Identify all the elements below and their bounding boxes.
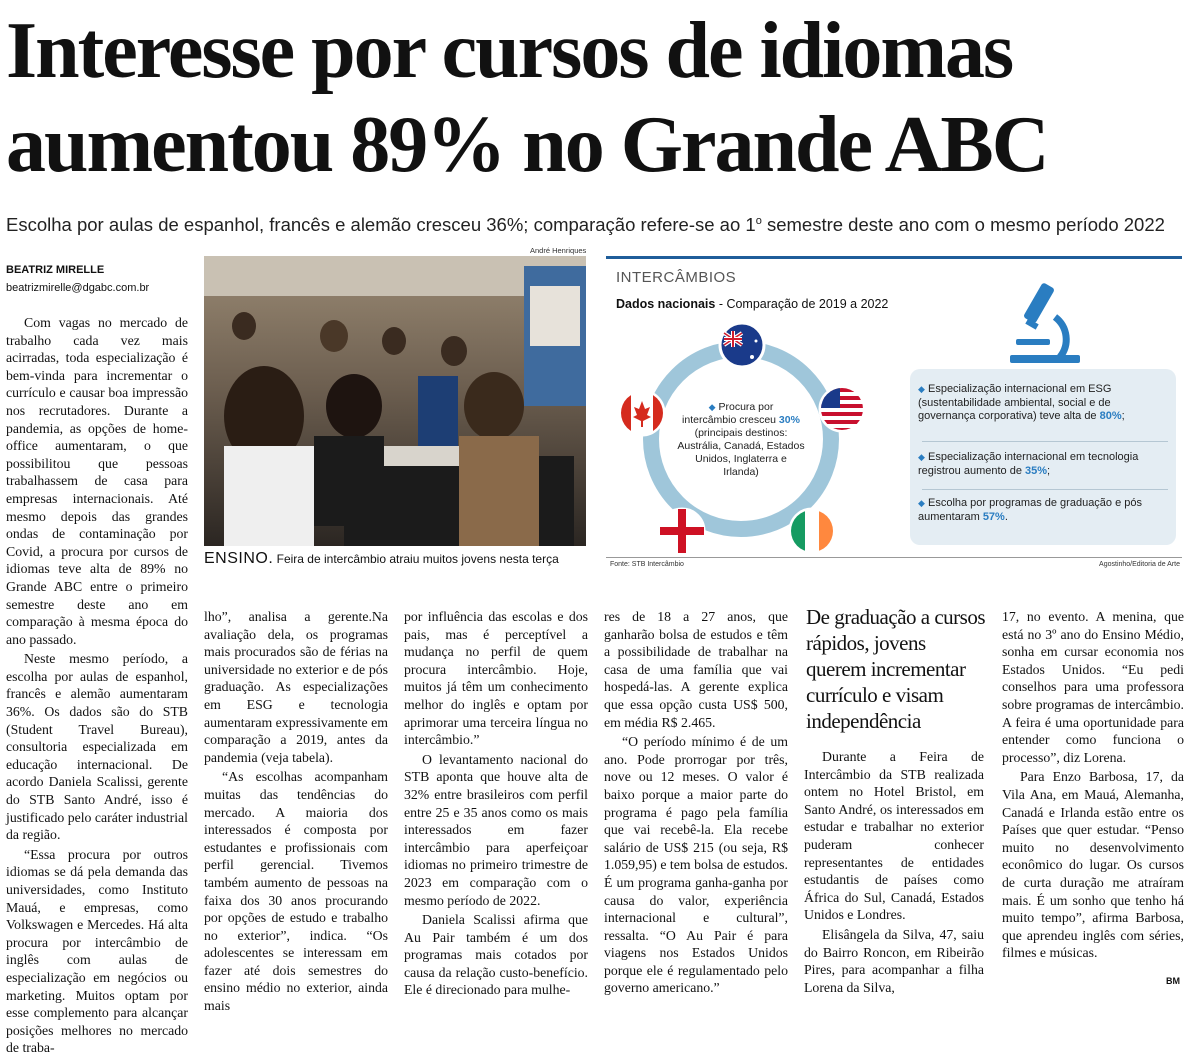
editor-signature: BM (1166, 976, 1180, 986)
paragraph: O levantamento nacional do STB aponta que houve alta de 32% entre brasileiros com perfil entre 25 e 35 anos como os mais interessados em fazer intercâmbio para aperfeiçoar idiomas no primeiro trimestre de 2023 em comparação com o mesmo período de 2022. (404, 751, 588, 908)
stat-graduation: ◆ Escolha por programas de graduação e pós aumentaram 57%. (918, 497, 1143, 523)
diamond-bullet-icon: ◆ (918, 452, 925, 462)
paragraph: “O período mínimo é de um ano. Pode prorrogar por três, nove ou 12 meses. O valor é baixo porque a maior parte do programa é pago pela família que vai recebê-la. Ela recebe salário de US$ 215 (ou seja, R$ 1.059,95) e tem bolsa de estudos. É um programa ganha-ganha por causa do valor, experiência internacional e cultural”, ressalta. “O Au Pair é para viagens nos Estados Unidos porque ele é regulamentado pelo governo americano.” (604, 734, 788, 996)
event-photo (204, 256, 586, 546)
infographic-title: INTERCÂMBIOS (616, 269, 737, 286)
england-flag (660, 509, 704, 553)
paragraph: Durante a Feira de Intercâmbio da STB realizada ontem no Hotel Bristol, em Santo André, os interessados em estudar e trabalhar no exterior puderam conhecer representantes de entidades estudantis de países como África do Sul, Canadá, Estados Unidos e Londres. (804, 749, 984, 923)
infographic-art-credit: Agostinho/Editoria de Arte (1099, 561, 1180, 568)
paragraph: lho”, analisa a gerente.Na avaliação dela, os programas mais procurados são de férias na universidade no exterior e de pós graduação. As especializações em ESG e tecnologia aumentaram expressivamente em comparação a 2019, antes da pandemia (veja tabela). (204, 609, 388, 765)
fair-photo-illustration (204, 256, 586, 546)
author-email[interactable]: beatrizmirelle@dgabc.com.br (6, 282, 150, 294)
diamond-bullet-icon: ◆ (708, 402, 716, 412)
diamond-bullet-icon: ◆ (918, 384, 925, 394)
photo-credit: André Henriques (530, 246, 587, 255)
infographic-subtitle: Dados nacionais - Comparação de 2019 a 2022 (616, 297, 889, 311)
article-column-6 (1002, 608, 1184, 964)
sidebar-headline: De graduação a cursos rápidos, jovens querem incrementar currículo e visam independência (806, 605, 985, 733)
infographic (606, 256, 1182, 577)
subheadline: Escolha por aulas de espanhol, francês e alemão cresceu 36%; comparação refere-se ao 1$^o$ semestre deste ano com o mesmo período 2022 (6, 214, 1165, 235)
microscope-icon (1000, 277, 1090, 367)
paragraph: 17, no evento. A menina, que está no 3º ano do Ensino Médio, sonha em cursar economia nos Estados Unidos. “Eu pedi conselhos para uma professora sobre programas de intercâmbio. A feira é uma oportunidade para entender como funciona o processo”, diz Lorena. (1002, 609, 1184, 765)
headline (6, 4, 1186, 192)
article-column-2 (204, 608, 388, 1017)
article-column-3 (404, 608, 588, 1001)
stats-box (910, 369, 1176, 545)
caption-label: ENSINO. (204, 550, 274, 567)
paragraph: res de 18 a 27 anos, que ganharão bolsa de estudos e têm a possibilidade de trabalhar na casa de uma família que vai hospedá-las. A gerente explica que essa opção custa US$ 500, em média R$ 2.465. (604, 609, 788, 730)
paragraph: Daniela Scalissi afirma que Au Pair também é um dos programas mais cotados por causa da relação custo-benefício. Ele é direcionado para mulhe- (404, 912, 588, 998)
canada-flag (620, 391, 664, 435)
article-column-1 (6, 314, 188, 1059)
australia-flag (720, 323, 764, 367)
divider (922, 441, 1168, 442)
paragraph: por influência das escolas e dos pais, mas é perceptível a mudança no perfil de quem procura intercâmbio. Hoje, muitos já têm um conhecimento melhor do inglês e optam por aprimorar uma terceira língua no intercâmbio.” (404, 609, 588, 748)
article-column-5 (804, 748, 984, 998)
paragraph: Para Enzo Barbosa, 17, da Vila Ana, em Mauá, Alemanha, Canadá e Irlanda estão entre os Países que quer estudar. “Penso muito no desenvolvimento econômico do lugar. Os cursos de curta duração me atraíram mais. É um sonho que tenho há muito tempo”, afirma Barbosa, que aprendeu inglês com séries, filmes e músicas. (1002, 769, 1184, 961)
diamond-bullet-icon: ◆ (918, 498, 925, 508)
article-column-4 (604, 608, 788, 999)
headline-line-2: aumentou 89% no Grande ABC (6, 101, 1048, 189)
divider (606, 557, 1182, 558)
paragraph: Com vagas no mercado de trabalho cada vez mais acirradas, toda especialização é bem-vinda para incrementar o currículo e causar boa impressão nos recrutadores. Durante a pandemia, as opções de home-office aumentaram, o que possibilitou que pessoas trabalhassem de casa para empresas internacionais. Até mesmo depois das grandes ondas de contaminação por Covid, a procura por cursos de idiomas teve alta de 89% no Grande ABC entre o primeiro semestre deste ano em comparação à mesma época do ano passado. (6, 315, 188, 647)
paragraph: Neste mesmo período, a escolha por aulas de espanhol, francês e alemão aumentaram 36%. Os dados são do STB (Student Travel Bureau), consultoria especializada em educação internacional. De acordo Daniela Scalissi, gerente do STB Santo André, isso é justificado pelo caráter industrial da região. (6, 651, 188, 843)
ring-center-text: ◆ Procura por intercâmbio cresceu 30% (principais destinos: Austrália, Canadá, Estados Unidos, Inglaterra e Irlanda) (677, 401, 805, 478)
stat-esg: ◆ Especialização internacional em ESG (sustentabilidade ambiental, social e de governança corporativa) teve alta de 80%; (918, 383, 1125, 422)
usa-flag (820, 387, 864, 432)
divider (922, 489, 1168, 490)
photo-caption: ENSINO. Feira de intercâmbio atraiu muitos jovens nesta terça (204, 550, 559, 567)
ireland-flag (790, 509, 834, 553)
paragraph: “As escolhas acompanham muitas das tendências do mercado. A maioria dos interessados é composta por estudantes e profissionais com perfil gerencial. Tivemos também aumento de pessoas na faixa dos 30 anos procurando por opções de estudo e trabalho no exterior”, indica. “Os adolescentes se interessam em fazer até dois semestres do ensino médio no exterior, ainda mais (204, 769, 388, 1014)
paragraph: “Essa procura por outros idiomas se dá pela demanda das universidades, como Instituto Mauá, e empresas, como Volkswagen e Mercedes. Há alta procura por intercâmbio de inglês com aulas de especialização em negócios ou marketing. Muitos optam por esse complemento para alcançar posições melhores no mercado de traba- (6, 846, 188, 1056)
author-name: BEATRIZ MIRELLE (6, 264, 105, 276)
stat-tech: ◆ Especialização internacional em tecnologia registrou aumento de 35%; (918, 451, 1139, 477)
paragraph: Elisângela da Silva, 47, saiu do Bairro Roncon, em Ribeirão Pires, para acompanhar a filha Lorena da Silva, (804, 926, 984, 995)
infographic-source: Fonte: STB Intercâmbio (610, 561, 684, 568)
headline-line-1: Interesse por cursos de idiomas (6, 7, 1013, 95)
